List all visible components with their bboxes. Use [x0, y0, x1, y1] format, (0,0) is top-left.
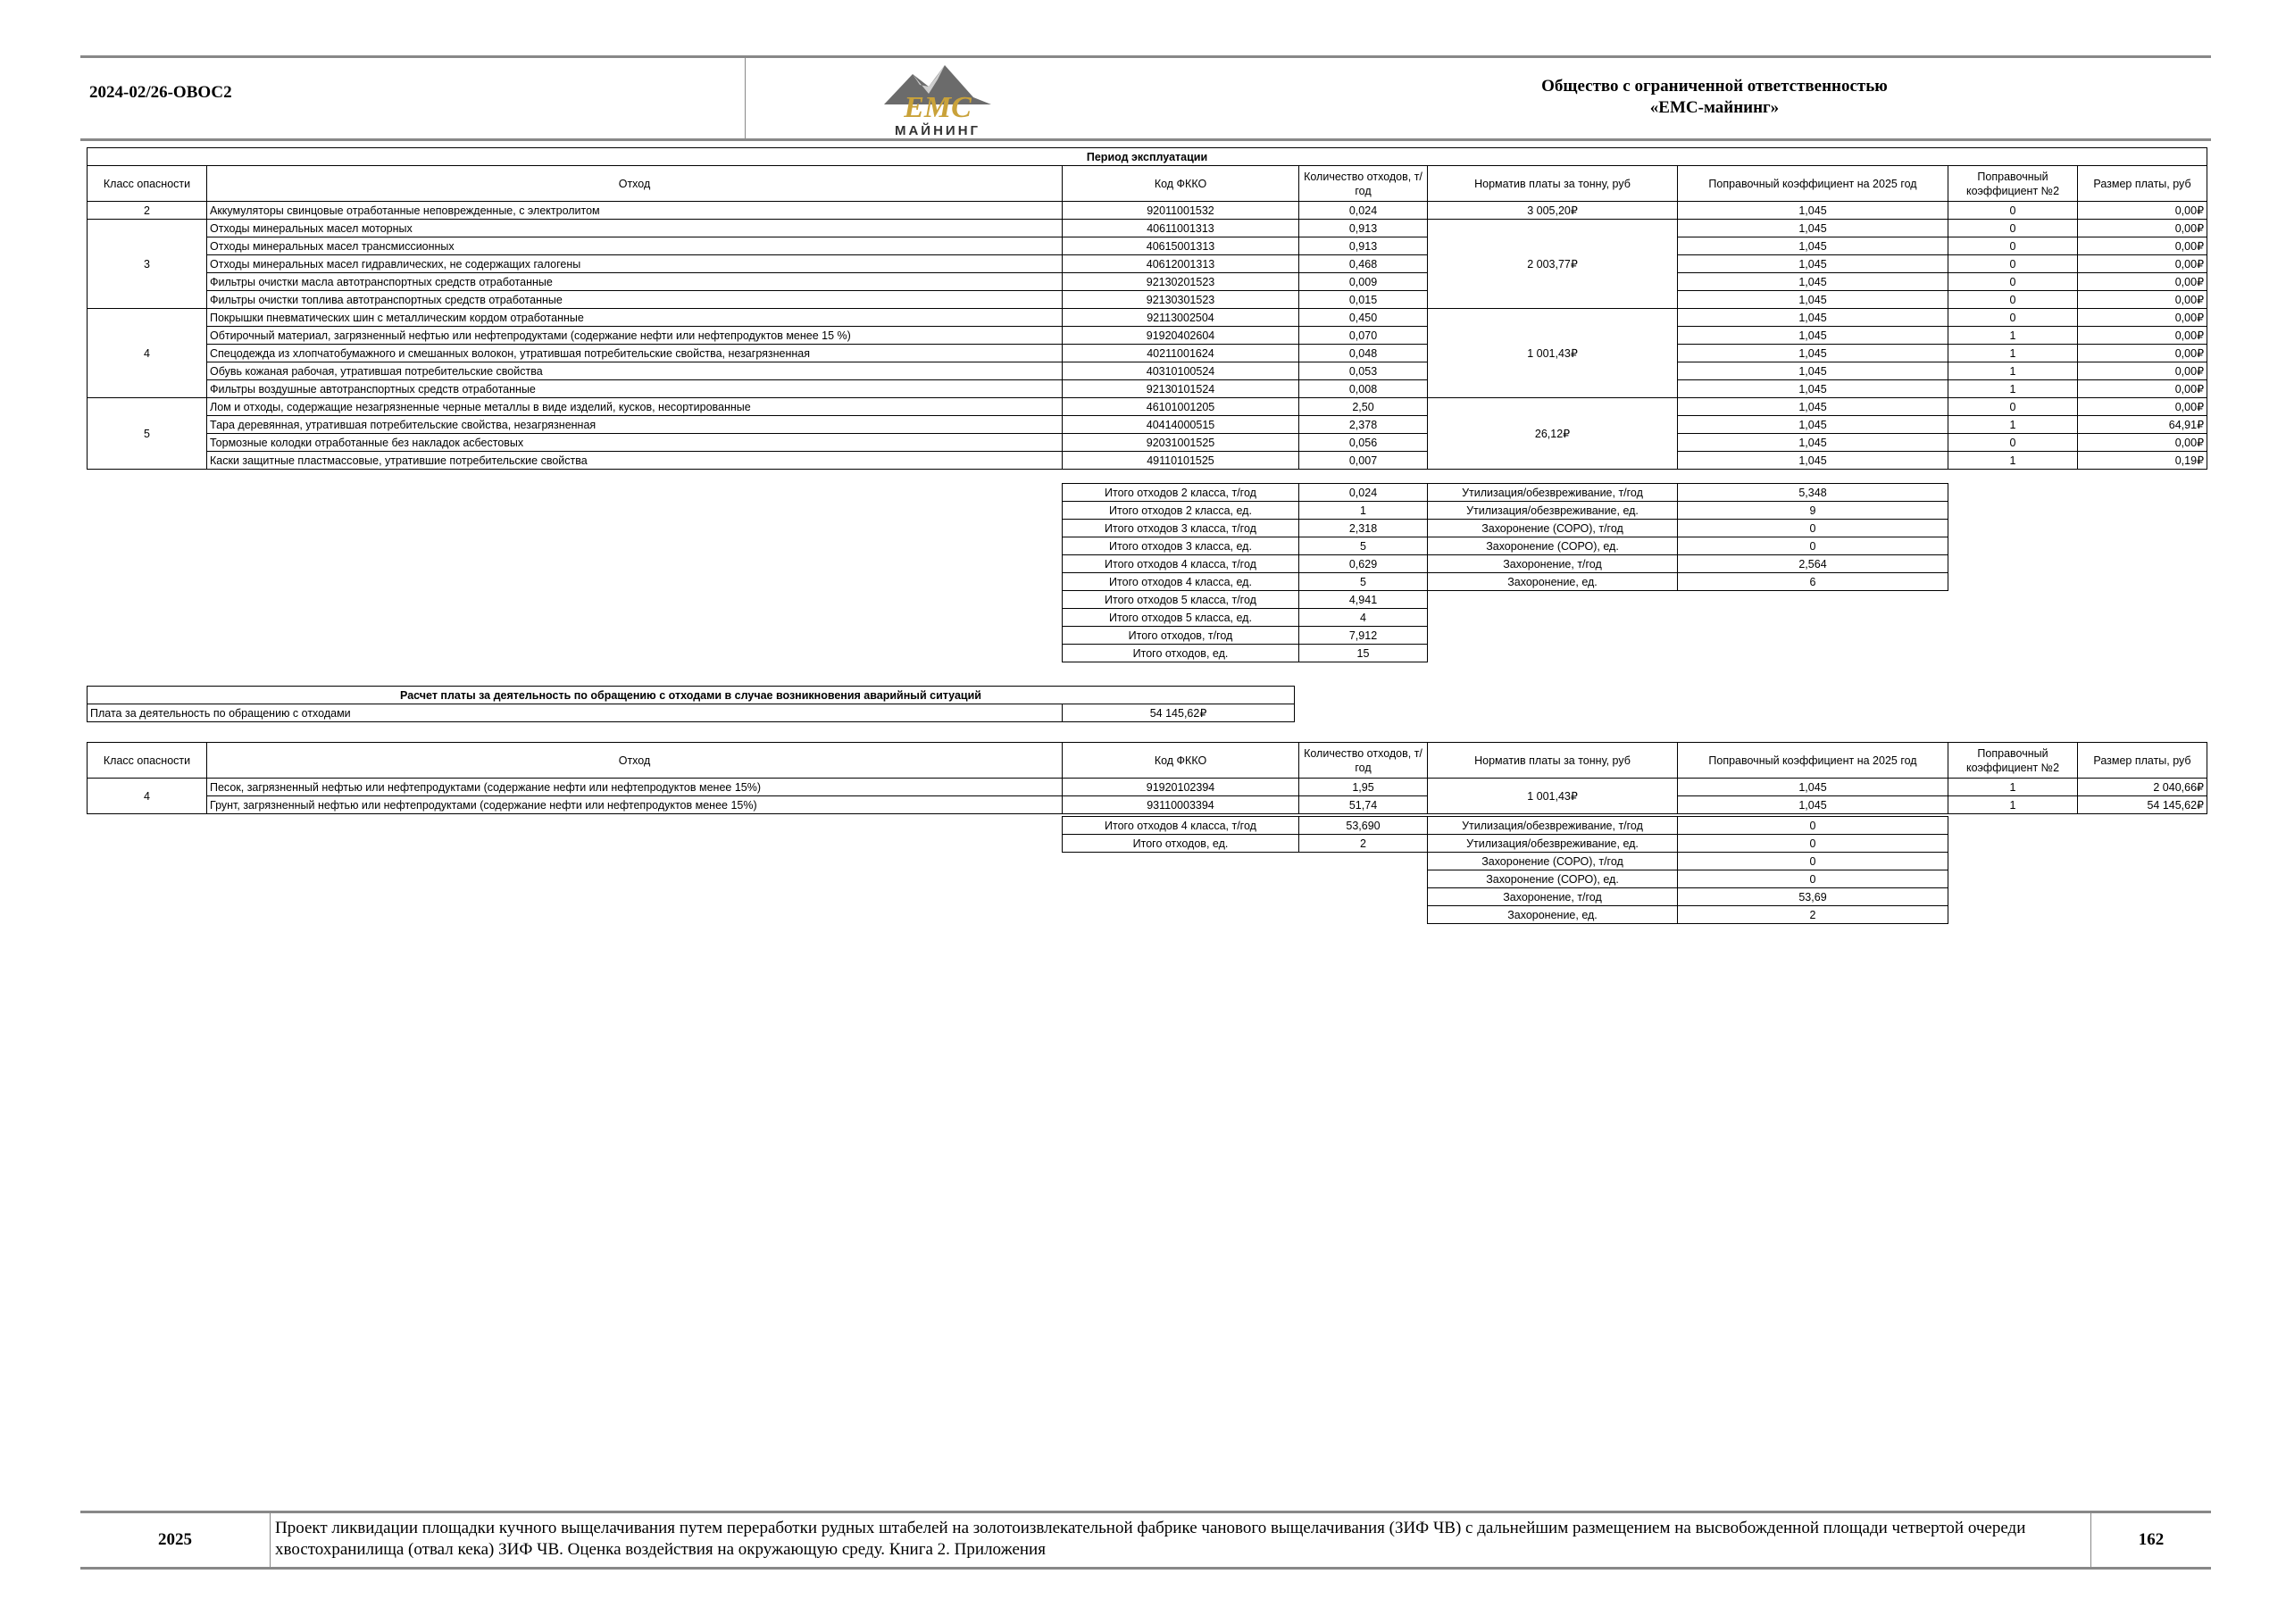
fkko-code-cell: 91920402604	[1063, 327, 1299, 345]
payment-label: Плата за деятельность по обращению с отходами	[88, 704, 1063, 722]
coefficient-cell: 1,045	[1678, 380, 1948, 398]
totals-label: Итого отходов 5 класса, ед.	[1063, 609, 1299, 627]
totals-label: Захоронение, т/год	[1428, 888, 1678, 906]
totals-row	[1063, 609, 1428, 627]
table-row	[88, 237, 2207, 255]
table-row	[88, 416, 2207, 434]
table-row	[88, 452, 2207, 470]
table-header-row	[88, 166, 2207, 202]
logo-text: ЕМС	[904, 91, 972, 124]
emergency-waste-table	[87, 742, 2207, 814]
totals-label: Итого отходов 3 класса, ед.	[1063, 537, 1299, 555]
totals-label: Итого отходов, ед.	[1063, 835, 1299, 853]
totals-value: 5,348	[1678, 484, 1948, 502]
hazard-class-cell: 4	[88, 779, 207, 814]
table-row	[88, 255, 2207, 273]
fkko-code-cell: 40414000515	[1063, 416, 1299, 434]
waste-name-cell: Аккумуляторы свинцовые отработанные неповрежденные, с электролитом	[207, 202, 1063, 220]
coefficient2-cell: 0	[1948, 237, 2078, 255]
totals-value: 0	[1678, 835, 1948, 853]
quantity-cell: 0,024	[1299, 202, 1428, 220]
totals-label: Захоронение (СОРО), ед.	[1428, 537, 1678, 555]
totals-label: Захоронение, т/год	[1428, 555, 1678, 573]
col-header: Поправочный коэффициент на 2025 год	[1678, 166, 1948, 202]
totals-row	[1063, 537, 1428, 555]
org-line-1: Общество с ограниченной ответственностью	[1541, 77, 1888, 96]
totals-value: 4,941	[1299, 591, 1428, 609]
col-header: Класс опасности	[88, 166, 207, 202]
coefficient-cell: 1,045	[1678, 452, 1948, 470]
fkko-code-cell: 93110003394	[1063, 796, 1299, 814]
quantity-cell: 0,450	[1299, 309, 1428, 327]
totals-value: 2	[1678, 906, 1948, 924]
col-header: Норматив платы за тонну, руб	[1428, 166, 1678, 202]
company-logo	[866, 58, 1009, 137]
hazard-class-cell: 5	[88, 398, 207, 470]
col-header: Количество отходов, т/год	[1299, 743, 1428, 779]
totals-label: Захоронение (СОРО), т/год	[1428, 853, 1678, 870]
waste-name-cell: Грунт, загрязненный нефтью или нефтепродуктами (содержание нефти или нефтепродуктов менее 15%)	[207, 796, 1063, 814]
payment-cell: 0,00₽	[2078, 255, 2207, 273]
payment-cell: 0,00₽	[2078, 434, 2207, 452]
quantity-cell: 0,048	[1299, 345, 1428, 362]
totals-row	[1063, 627, 1428, 645]
totals-value: 5	[1299, 537, 1428, 555]
payment-cell: 64,91₽	[2078, 416, 2207, 434]
coefficient-cell: 1,045	[1678, 202, 1948, 220]
quantity-cell: 0,468	[1299, 255, 1428, 273]
hazard-class-cell: 3	[88, 220, 207, 309]
fkko-code-cell: 40612001313	[1063, 255, 1299, 273]
totals-label: Захоронение (СОРО), т/год	[1428, 520, 1678, 537]
totals-row	[1063, 817, 1428, 835]
totals-row	[1428, 555, 1948, 573]
totals-value: 0,629	[1299, 555, 1428, 573]
norm-cell: 3 005,20₽	[1428, 202, 1678, 220]
table-row	[88, 309, 2207, 327]
totals-row	[1428, 817, 1948, 835]
waste-name-cell: Фильтры очистки топлива автотранспортных средств отработанные	[207, 291, 1063, 309]
totals-row	[1428, 520, 1948, 537]
coefficient2-cell: 1	[1948, 345, 2078, 362]
totals-label: Итого отходов 2 класса, ед.	[1063, 502, 1299, 520]
totals-label: Захоронение, ед.	[1428, 573, 1678, 591]
coefficient-cell: 1,045	[1678, 309, 1948, 327]
totals-value: 53,69	[1678, 888, 1948, 906]
totals-label: Итого отходов 5 класса, т/год	[1063, 591, 1299, 609]
table-row	[88, 273, 2207, 291]
waste-name-cell: Каски защитные пластмассовые, утратившие потребительские свойства	[207, 452, 1063, 470]
operation-period-table	[87, 147, 2207, 470]
coefficient-cell: 1,045	[1678, 237, 1948, 255]
table-title: Расчет платы за деятельность по обращению с отходами в случае возникновения аварийный ситуаций	[88, 687, 1295, 704]
fkko-code-cell: 91920102394	[1063, 779, 1299, 796]
payment-cell: 0,00₽	[2078, 380, 2207, 398]
waste-name-cell: Песок, загрязненный нефтью или нефтепродуктами (содержание нефти или нефтепродуктов менее 15%)	[207, 779, 1063, 796]
totals-row	[1063, 573, 1428, 591]
totals-left-table-2	[1062, 816, 1428, 853]
totals-row	[1063, 555, 1428, 573]
totals-row	[1428, 835, 1948, 853]
totals-label: Утилизация/обезвреживание, ед.	[1428, 835, 1678, 853]
coefficient2-cell: 0	[1948, 255, 2078, 273]
payment-cell: 54 145,62₽	[2078, 796, 2207, 814]
quantity-cell: 0,056	[1299, 434, 1428, 452]
col-header: Код ФККО	[1063, 166, 1299, 202]
fkko-code-cell: 92130301523	[1063, 291, 1299, 309]
coefficient2-cell: 0	[1948, 309, 2078, 327]
totals-value: 1	[1299, 502, 1428, 520]
totals-value: 2,564	[1678, 555, 1948, 573]
coefficient-cell: 1,045	[1678, 398, 1948, 416]
table-row	[88, 291, 2207, 309]
quantity-cell: 0,053	[1299, 362, 1428, 380]
coefficient-cell: 1,045	[1678, 220, 1948, 237]
totals-label: Утилизация/обезвреживание, ед.	[1428, 502, 1678, 520]
payment-cell: 0,00₽	[2078, 398, 2207, 416]
fkko-code-cell: 40611001313	[1063, 220, 1299, 237]
totals-row	[1063, 520, 1428, 537]
quantity-cell: 0,913	[1299, 220, 1428, 237]
totals-right-table	[1427, 483, 1948, 591]
payment-cell: 0,19₽	[2078, 452, 2207, 470]
totals-label: Захоронение (СОРО), ед.	[1428, 870, 1678, 888]
page-footer	[80, 1511, 2211, 1570]
payment-cell: 0,00₽	[2078, 345, 2207, 362]
totals-left-table	[1062, 483, 1428, 662]
quantity-cell: 2,378	[1299, 416, 1428, 434]
coefficient2-cell: 1	[1948, 796, 2078, 814]
totals-label: Итого отходов, ед.	[1063, 645, 1299, 662]
waste-name-cell: Лом и отходы, содержащие незагрязненные черные металлы в виде изделий, кусков, несортированные	[207, 398, 1063, 416]
totals-label: Утилизация/обезвреживание, т/год	[1428, 484, 1678, 502]
col-header: Размер платы, руб	[2078, 743, 2207, 779]
quantity-cell: 0,015	[1299, 291, 1428, 309]
table-row	[88, 779, 2207, 796]
header-divider	[745, 58, 746, 138]
totals-label: Итого отходов 4 класса, ед.	[1063, 573, 1299, 591]
footer-title: Проект ликвидации площадки кучного выщелачивания путем переработки рудных штабелей на золотоизвлекательной фабрике чанового выщелачивания (ЗИФ ЧВ) с дальнейшим размещением на высвобожденной площади четвертой очереди хвостохранилища (отвал кека) ЗИФ ЧВ. Оценка воздействия на окружающую среду. Книга 2. Приложения	[275, 1519, 2026, 1559]
coefficient2-cell: 1	[1948, 416, 2078, 434]
payment-cell: 0,00₽	[2078, 309, 2207, 327]
page-header	[80, 55, 2211, 141]
coefficient2-cell: 1	[1948, 380, 2078, 398]
quantity-cell: 1,95	[1299, 779, 1428, 796]
payment-cell: 0,00₽	[2078, 327, 2207, 345]
table-row	[88, 380, 2207, 398]
fkko-code-cell: 40310100524	[1063, 362, 1299, 380]
fkko-code-cell: 92130201523	[1063, 273, 1299, 291]
waste-name-cell: Отходы минеральных масел моторных	[207, 220, 1063, 237]
waste-name-cell: Тормозные колодки отработанные без накладок асбестовых	[207, 434, 1063, 452]
coefficient2-cell: 0	[1948, 291, 2078, 309]
coefficient-cell: 1,045	[1678, 434, 1948, 452]
col-header: Поправочный коэффициент №2	[1948, 743, 2078, 779]
totals-value: 9	[1678, 502, 1948, 520]
waste-name-cell: Обувь кожаная рабочая, утратившая потребительские свойства	[207, 362, 1063, 380]
totals-value: 15	[1299, 645, 1428, 662]
coefficient-cell: 1,045	[1678, 362, 1948, 380]
totals-row	[1063, 835, 1428, 853]
waste-name-cell: Отходы минеральных масел трансмиссионных	[207, 237, 1063, 255]
coefficient2-cell: 0	[1948, 220, 2078, 237]
totals-value: 2	[1299, 835, 1428, 853]
totals-row	[1428, 853, 1948, 870]
table-row	[88, 796, 2207, 814]
col-header: Количество отходов, т/год	[1299, 166, 1428, 202]
totals-row	[1063, 484, 1428, 502]
payment-cell: 0,00₽	[2078, 291, 2207, 309]
coefficient2-cell: 1	[1948, 362, 2078, 380]
fkko-code-cell: 92130101524	[1063, 380, 1299, 398]
totals-label: Итого отходов 3 класса, т/год	[1063, 520, 1299, 537]
coefficient2-cell: 0	[1948, 273, 2078, 291]
coefficient-cell: 1,045	[1678, 416, 1948, 434]
payment-cell: 0,00₽	[2078, 202, 2207, 220]
norm-cell: 26,12₽	[1428, 398, 1678, 470]
totals-row	[1428, 870, 1948, 888]
totals-right-table-2	[1427, 816, 1948, 924]
waste-name-cell: Обтирочный материал, загрязненный нефтью или нефтепродуктами (содержание нефти или нефтепродуктов менее 15 %)	[207, 327, 1063, 345]
waste-name-cell: Покрышки пневматических шин с металлическим кордом отработанные	[207, 309, 1063, 327]
payment-cell: 0,00₽	[2078, 237, 2207, 255]
totals-value: 0	[1678, 520, 1948, 537]
coefficient-cell: 1,045	[1678, 345, 1948, 362]
quantity-cell: 0,070	[1299, 327, 1428, 345]
table-row	[88, 362, 2207, 380]
totals-row	[1428, 537, 1948, 555]
col-header: Размер платы, руб	[2078, 166, 2207, 202]
fkko-code-cell: 40211001624	[1063, 345, 1299, 362]
coefficient2-cell: 0	[1948, 398, 2078, 416]
org-line-2: «ЕМС-майнинг»	[1649, 98, 1780, 117]
totals-value: 0	[1678, 853, 1948, 870]
totals-label: Итого отходов 4 класса, т/год	[1063, 817, 1299, 835]
quantity-cell: 51,74	[1299, 796, 1428, 814]
table-row	[88, 345, 2207, 362]
organization-name	[1313, 76, 2116, 119]
coefficient2-cell: 1	[1948, 327, 2078, 345]
totals-row	[1063, 502, 1428, 520]
totals-row	[1063, 591, 1428, 609]
totals-row	[1063, 645, 1428, 662]
col-header: Код ФККО	[1063, 743, 1299, 779]
quantity-cell: 2,50	[1299, 398, 1428, 416]
quantity-cell: 0,913	[1299, 237, 1428, 255]
fkko-code-cell: 49110101525	[1063, 452, 1299, 470]
fkko-code-cell: 40615001313	[1063, 237, 1299, 255]
coefficient-cell: 1,045	[1678, 291, 1948, 309]
col-header: Норматив платы за тонну, руб	[1428, 743, 1678, 779]
payment-cell: 0,00₽	[2078, 220, 2207, 237]
payment-value: 54 145,62₽	[1063, 704, 1295, 722]
totals-value: 0,024	[1299, 484, 1428, 502]
waste-name-cell: Фильтры воздушные автотранспортных средств отработанные	[207, 380, 1063, 398]
fkko-code-cell: 92011001532	[1063, 202, 1299, 220]
table-row	[88, 220, 2207, 237]
coefficient2-cell: 1	[1948, 452, 2078, 470]
totals-label: Захоронение, ед.	[1428, 906, 1678, 924]
coefficient-cell: 1,045	[1678, 327, 1948, 345]
waste-name-cell: Отходы минеральных масел гидравлических, не содержащих галогены	[207, 255, 1063, 273]
coefficient-cell: 1,045	[1678, 255, 1948, 273]
totals-label: Утилизация/обезвреживание, т/год	[1428, 817, 1678, 835]
totals-label: Итого отходов, т/год	[1063, 627, 1299, 645]
col-header: Поправочный коэффициент на 2025 год	[1678, 743, 1948, 779]
fkko-code-cell: 92113002504	[1063, 309, 1299, 327]
emergency-payment-table	[87, 686, 1295, 722]
waste-name-cell: Тара деревянная, утратившая потребительские свойства, незагрязненная	[207, 416, 1063, 434]
norm-cell: 1 001,43₽	[1428, 309, 1678, 398]
waste-name-cell: Фильтры очистки масла автотранспортных средств отработанные	[207, 273, 1063, 291]
totals-value: 7,912	[1299, 627, 1428, 645]
document-code: 2024-02/26-ОВОС2	[89, 83, 232, 102]
totals-value: 2,318	[1299, 520, 1428, 537]
coefficient2-cell: 1	[1948, 779, 2078, 796]
payment-cell: 0,00₽	[2078, 362, 2207, 380]
table-row	[88, 434, 2207, 452]
hazard-class-cell: 2	[88, 202, 207, 220]
coefficient-cell: 1,045	[1678, 796, 1948, 814]
fkko-code-cell: 46101001205	[1063, 398, 1299, 416]
page-number: 162	[2090, 1513, 2211, 1567]
quantity-cell: 0,008	[1299, 380, 1428, 398]
col-header: Класс опасности	[88, 743, 207, 779]
totals-value: 0	[1678, 537, 1948, 555]
totals-label: Итого отходов 2 класса, т/год	[1063, 484, 1299, 502]
logo-subtext: МАЙНИНГ	[894, 123, 981, 137]
totals-value: 5	[1299, 573, 1428, 591]
coefficient2-cell: 0	[1948, 202, 2078, 220]
totals-row	[1428, 888, 1948, 906]
table-header-row	[88, 743, 2207, 779]
totals-row	[1428, 906, 1948, 924]
totals-value: 0	[1678, 870, 1948, 888]
col-header: Поправочный коэффициент №2	[1948, 166, 2078, 202]
fkko-code-cell: 92031001525	[1063, 434, 1299, 452]
totals-value: 6	[1678, 573, 1948, 591]
payment-cell: 2 040,66₽	[2078, 779, 2207, 796]
coefficient2-cell: 0	[1948, 434, 2078, 452]
table-row	[88, 202, 2207, 220]
totals-row	[1428, 573, 1948, 591]
totals-label: Итого отходов 4 класса, т/год	[1063, 555, 1299, 573]
quantity-cell: 0,007	[1299, 452, 1428, 470]
totals-value: 0	[1678, 817, 1948, 835]
totals-row	[1428, 502, 1948, 520]
norm-cell: 2 003,77₽	[1428, 220, 1678, 309]
footer-year: 2025	[80, 1513, 271, 1567]
col-header: Отход	[207, 743, 1063, 779]
norm-cell: 1 001,43₽	[1428, 779, 1678, 814]
coefficient-cell: 1,045	[1678, 273, 1948, 291]
table-row	[88, 398, 2207, 416]
totals-value: 53,690	[1299, 817, 1428, 835]
hazard-class-cell: 4	[88, 309, 207, 398]
table-title: Период эксплуатации	[88, 148, 2207, 166]
totals-row	[1428, 484, 1948, 502]
waste-name-cell: Спецодежда из хлопчатобумажного и смешанных волокон, утратившая потребительские свойства, незагрязненная	[207, 345, 1063, 362]
payment-cell: 0,00₽	[2078, 273, 2207, 291]
totals-value: 4	[1299, 609, 1428, 627]
table-row	[88, 327, 2207, 345]
quantity-cell: 0,009	[1299, 273, 1428, 291]
coefficient-cell: 1,045	[1678, 779, 1948, 796]
col-header: Отход	[207, 166, 1063, 202]
